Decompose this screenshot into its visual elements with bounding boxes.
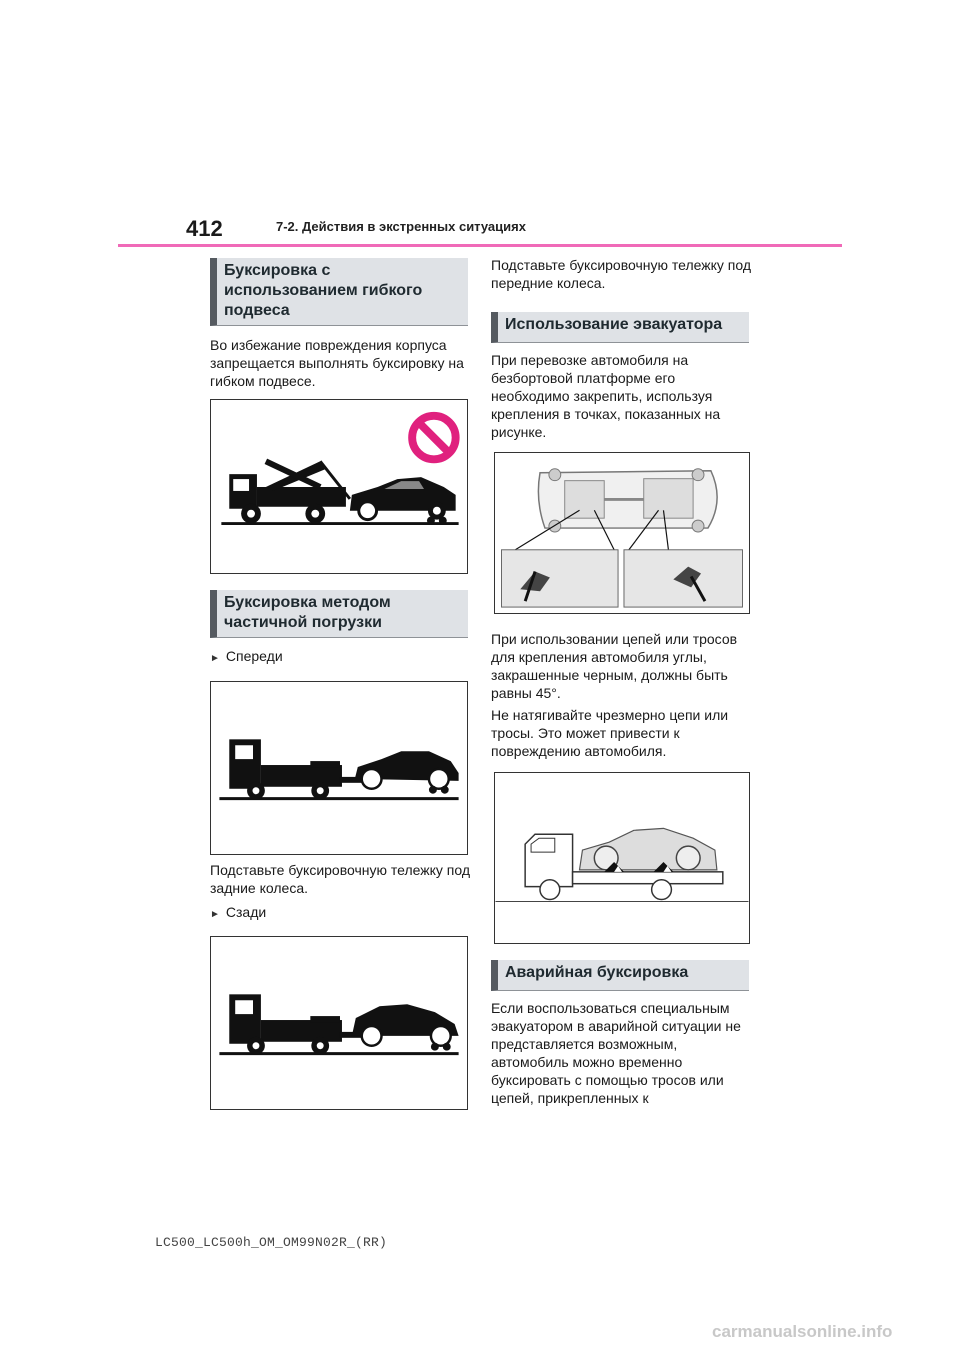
heading-flexible-tow [210, 258, 468, 326]
figure-flatbed-truck [494, 772, 750, 944]
illustration-flexible-tow [211, 400, 467, 573]
heading-partial-load [210, 590, 468, 638]
document-code: LC500_LC500h_OM_OM99N02R_(RR) [155, 1235, 388, 1250]
flatbed-platform [573, 872, 723, 884]
bullet-front [210, 648, 283, 664]
page-number: 412 [186, 216, 223, 241]
para-chains-angle: При использовании цепей или тросов для крепления автомобиля углы, закрашенные черным, должны быть равны 45°. [491, 631, 738, 701]
heading-emergency [491, 960, 749, 991]
illustration-front-tow [211, 682, 467, 854]
illustration-underbody [495, 453, 749, 613]
figure-front-tow [210, 681, 468, 855]
triangle-bullet-icon: ► [210, 909, 220, 920]
para-tension: Не натягивайте чрезмерно цепи или тросы. Это может привести к повреждению автомобиля. [491, 707, 729, 759]
detail-panel-front [502, 550, 619, 607]
figure-flexible-tow-prohibited [210, 399, 468, 574]
watermark: carmanualsonline.info [712, 1322, 893, 1341]
triangle-bullet-icon: ► [210, 653, 220, 664]
para-front-tow: Подставьте буксировочную тележку под задние колеса. [210, 862, 471, 896]
heading-partial-load-text: Буксировка методом частичной погрузки [224, 594, 391, 631]
heading-flatbed [491, 312, 749, 343]
para-flatbed: При перевозке автомобиля на безбортовой платформе его необходимо закрепить, используя крепления в точках, показанных на рисунке. [491, 352, 721, 440]
bullet-rear-text: Сзади [225, 904, 267, 920]
bullet-front-text: Спереди [225, 648, 283, 664]
heading-flatbed-text: Использование эвакуатора [505, 316, 723, 333]
para-flexible-tow: Во избежание повреждения корпуса запрещается выполнять буксировку на гибком подвесе. [210, 337, 464, 389]
figure-rear-tow [210, 936, 468, 1110]
figure-tie-down-points [494, 452, 750, 614]
bullet-rear [210, 904, 266, 920]
para-rear-tow: Подставьте буксировочную тележку под передние колеса. [491, 257, 752, 291]
illustration-rear-tow [211, 937, 467, 1109]
illustration-flatbed [495, 773, 749, 943]
header-rule [118, 244, 842, 247]
para-emergency: Если воспользоваться специальным эвакуатором в аварийной ситуации не представляется возможным, автомобиль можно временно буксировать с помощью тросов или цепей, прикрепленных к [491, 1000, 741, 1106]
section-title: 7-2. Действия в экстренных ситуациях [276, 219, 526, 234]
heading-flexible-tow-text: Буксировка с использованием гибкого подвеса [224, 262, 423, 319]
heading-emergency-text: Аварийная буксировка [505, 964, 689, 981]
